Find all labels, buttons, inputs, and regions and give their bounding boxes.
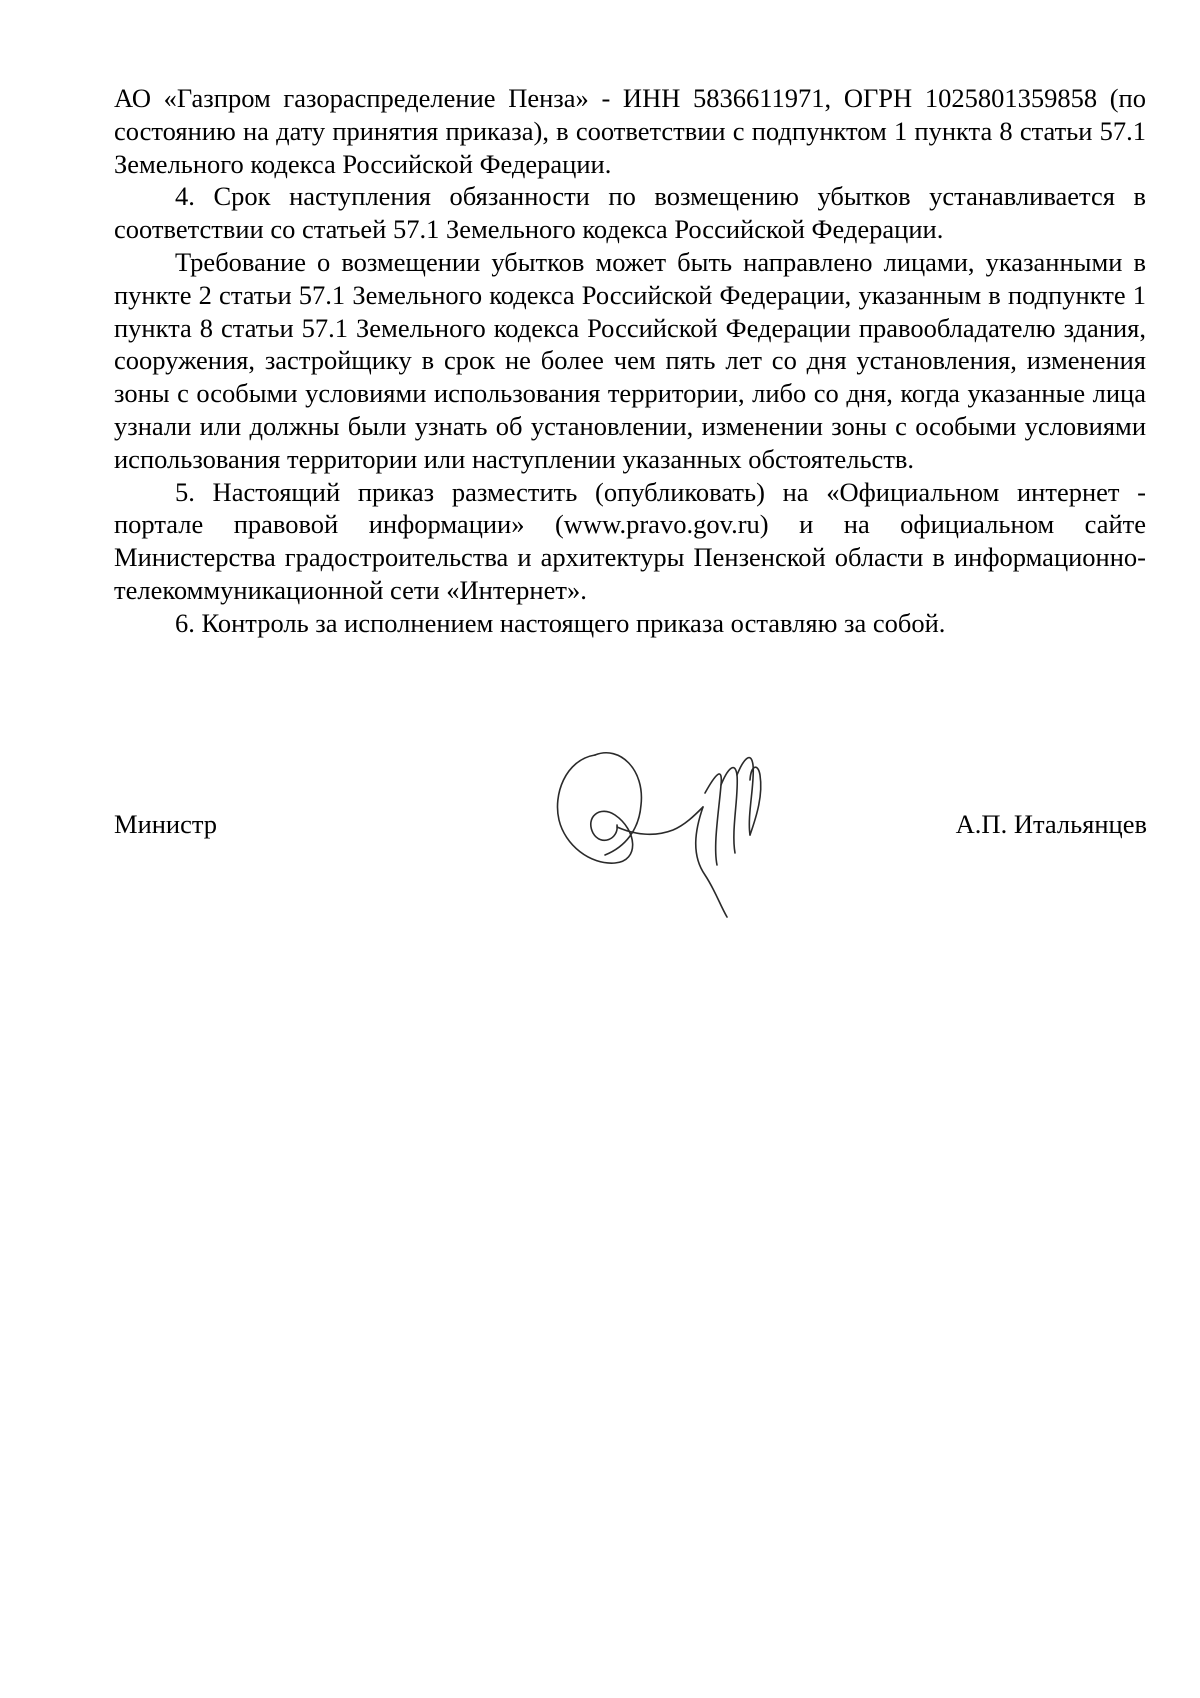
paragraph-continuation: АО «Газпром газораспределение Пенза» - ИНН 5836611971, ОГРН 1025801359858 (по состоянию на дату принятия приказа), в соответствии с подпунктом 1 пункта 8 статьи 57.1 Земельного кодекса Российской Федерации. <box>114 83 1146 179</box>
signature-loop-outer-stroke <box>595 753 641 855</box>
signature-zig-stroke-1 <box>696 807 727 917</box>
paragraph-item-6: 6. Контроль за исполнением настоящего приказа оставляю за собой. <box>175 607 946 638</box>
document-body <box>114 82 1146 640</box>
handwritten-signature-icon <box>545 735 815 920</box>
signature-tail-stroke <box>750 767 761 835</box>
signature-loop-stroke <box>558 755 633 863</box>
signatory-name: А.П. Итальянцев <box>955 809 1147 839</box>
signature-zig-stroke-4 <box>737 758 753 835</box>
signature-zig-stroke-2 <box>705 774 721 865</box>
paragraph-item-5: 5. Настоящий приказ разместить (опубликовать) на «Официальном интернет - портале правовой информации» (www.pravo.gov.ru) и на официальном сайте Министерства градостроительства и архитектуры Пензенской области в информационно-телекоммуникационной сети «Интернет». <box>114 476 1146 605</box>
paragraph-item-4: 4. Срок наступления обязанности по возмещению убытков устанавливается в соответствии со статьей 57.1 Земельного кодекса Российской Федерации. <box>114 181 1146 245</box>
signature-zig-stroke-3 <box>721 768 737 853</box>
signature-connector-stroke <box>617 807 703 834</box>
signatory-position: Министр <box>114 809 218 839</box>
paragraph-damages-claim: Требование о возмещении убытков может быть направлено лицами, указанными в пункте 2 статьи 57.1 Земельного кодекса Российской Федерации, указанным в подпункте 1 пункта 8 статьи 57.1 Земельного кодекса Российской Федерации правообладателю здания, сооружения, застройщику в срок не более чем пять лет со дня установления, изменения зоны с особыми условиями использования территории, либо со дня, когда указанные лица узнали или должны были узнать об установлении, изменении зоны с особыми условиями использования территории или наступлении указанных обстоятельств. <box>114 246 1146 474</box>
